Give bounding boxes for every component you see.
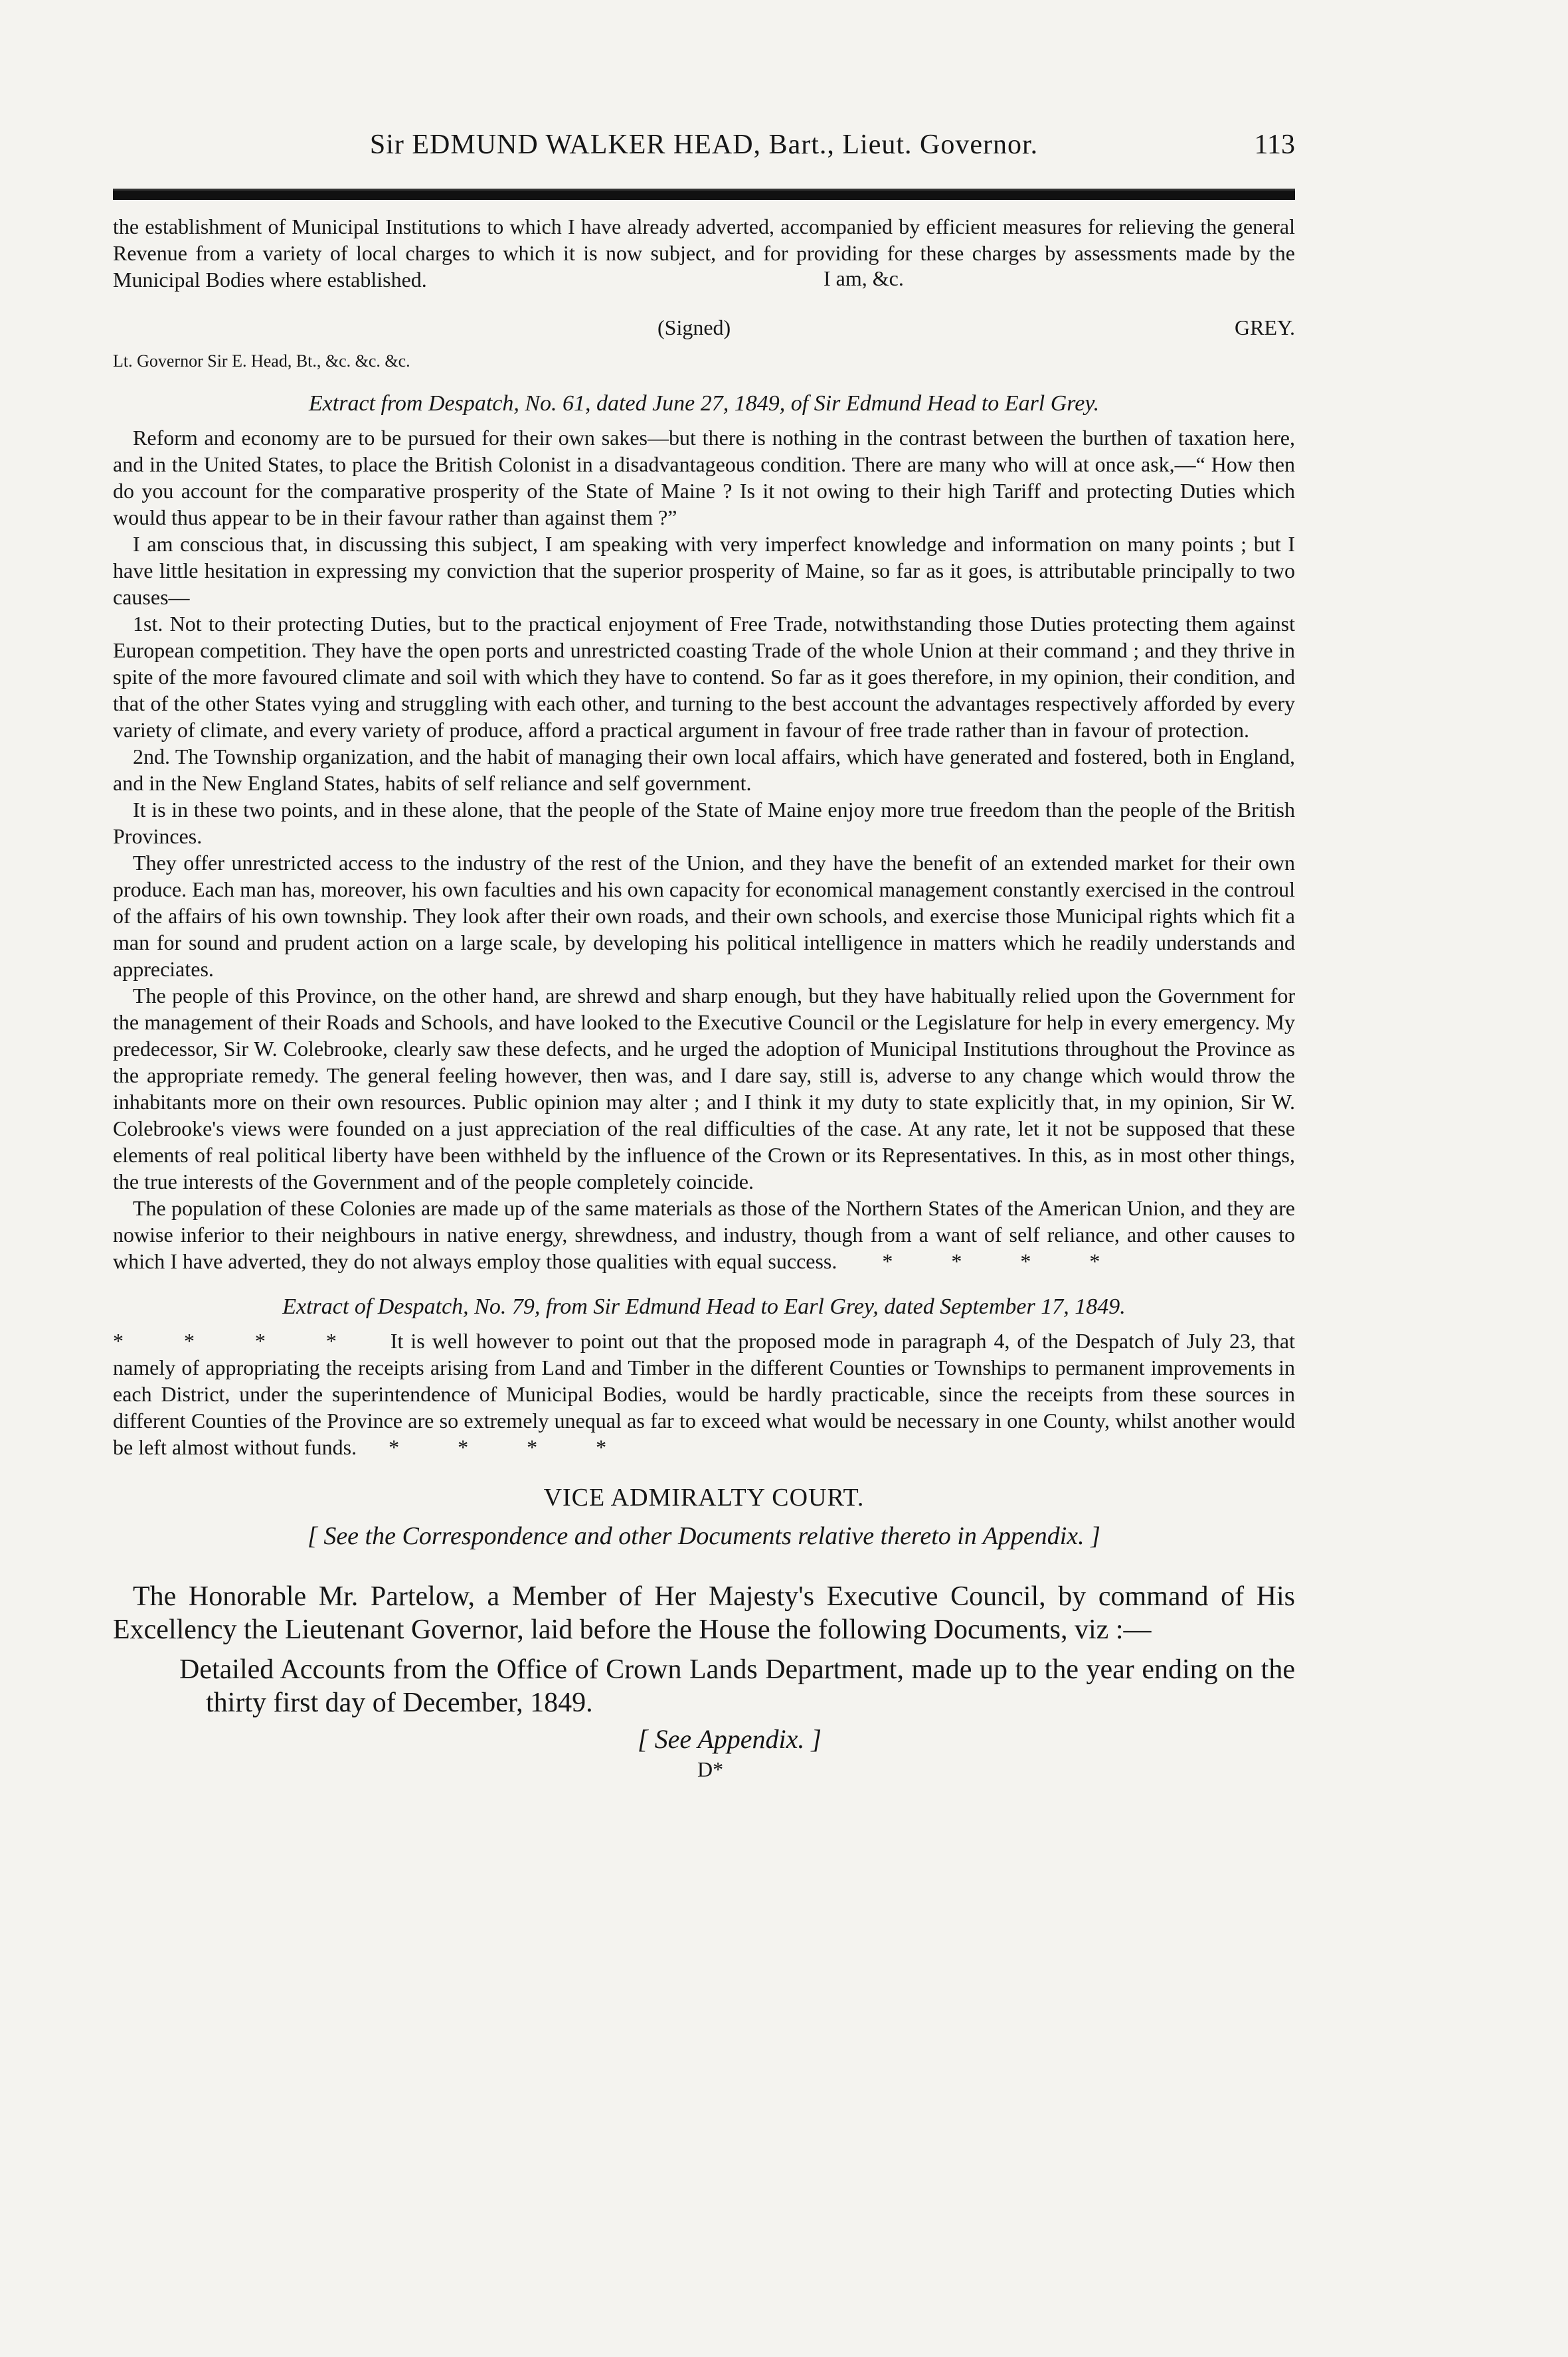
page-header: [113, 120, 1295, 179]
header-rule: [113, 189, 1295, 200]
minute-text: The Honorable Mr. Partelow, a Member of Her Majesty's Executive Council, by command of His Excellency the Lieutenant Governor, laid before the House the following Documents, viz :—: [113, 1581, 1295, 1645]
addressee: Lt. Governor Sir E. Head, Bt., &c. &c. &c.: [113, 351, 410, 371]
ellipsis-asterisks: * * * *: [389, 1435, 634, 1459]
paragraph: Reform and economy are to be pursued for their own sakes—but there is nothing in the contrast between the burthen of taxation here, and in the United States, to place the British Colonist in a disadvantageous condition. There are many who will at once ask,—“ How then do you account for the comparative prosperity of the State of Maine ? Is it not owing to their high Tariff and protecting Duties which would thus appear to be in their favour rather than against them ?”: [113, 426, 1295, 529]
signatory: GREY.: [1235, 315, 1295, 339]
extract-title: Extract from Despatch, No. 61, dated June 27, 1849, of Sir Edmund Head to Earl Grey.: [308, 391, 1100, 416]
paragraph-text: The population of these Colonies are made up of the same materials as those of the Northern States of the American Union, and they are nowise inferior to their neighbours in native energy, shrewdness, and industry, though from a want of self reliance, and other causes to which I have adverted, they do not always employ those qualities with equal success.: [113, 1196, 1295, 1273]
signature-mark: D*: [697, 1757, 724, 1781]
paragraph: The people of this Province, on the other hand, are shrewd and sharp enough, but they have habitually relied upon the Government for the management of their Roads and Schools, and have looked to the Executive Council or the Legislature for help in every emergency. My predecessor, Sir W. Colebrooke, clearly saw these defects, and he urged the adoption of Municipal Institutions throughout the Province as the appropriate remedy. The general feeling however, then was, and I dare say, still is, adverse to any change which would throw the inhabitants more on their own resources. Public opinion may alter ; and I think it my duty to state explicitly that, in my opinion, Sir W. Colebrooke's views were founded on a just appreciation of the real difficulties of the case. At any rate, let it not be supposed that these elements of real political liberty have been withheld by the influence of the Crown or its Representatives. In this, as in most other things, the true interests of the Government and of the people completely coincide.: [113, 984, 1295, 1193]
page-number: 113: [1254, 130, 1295, 160]
paragraph: 1st. Not to their protecting Duties, but to the practical enjoyment of Free Trade, notwithstanding those Duties protecting them against European competition. They have the open ports and unrestricted coasting Trade of the whole Union at their command ; and they thrive in spite of the more favoured climate and soil with which they have to contend. So far as it goes therefore, in my opinion, their condition, and that of the other States vying and struggling with each other, and turning to the best account the advantages respectively afforded by every variety of climate, and every variety of produce, afford a practical argument in favour of free trade rather than in favour of protection.: [113, 612, 1295, 742]
signature-row: [113, 315, 1295, 346]
vice-admiralty-section: [113, 1483, 1295, 1551]
document-item: Detailed Accounts from the Office of Crown Lands Department, made up to the year ending on the thirty first day of December, 1849.: [179, 1654, 1295, 1718]
signed-label: (Signed): [657, 315, 731, 339]
extract-despatch-79: [113, 1294, 1295, 1460]
paragraph: [113, 1195, 1295, 1274]
house-minute: [113, 1580, 1295, 1782]
running-head: Sir EDMUND WALKER HEAD, Bart., Lieut. Governor.: [369, 130, 1039, 160]
paragraph: 2nd. The Township organization, and the habit of managing their own local affairs, which have generated and fostered, both in England, and in the New England States, habits of self reliance and self government.: [113, 744, 1295, 795]
letter-body: the establishment of Municipal Institutions to which I have already adverted, accompanied by efficient measures for relieving the general Revenue from a variety of local charges to which it is now subject, and for providing for these charges by assessments made by the Municipal Bodies where established.: [113, 215, 1295, 292]
extract-despatch-61: [113, 391, 1295, 1274]
leading-asterisks: * * * *: [113, 1329, 363, 1353]
appendix-reference: [ See the Correspondence and other Documents relative thereto in Appendix. ]: [307, 1522, 1100, 1550]
paragraph: They offer unrestricted access to the industry of the rest of the Union, and they have the benefit of an extended market for their own produce. Each man has, moreover, his own faculties and his own capacity for economical management constantly exercised in the controul of the affairs of his own township. They look after their own roads, and their own schools, and exercise those Municipal rights which fit a man for sound and prudent action on a large scale, by developing his political intelligence in matters which he readily understands and appreciates.: [113, 851, 1295, 981]
paragraph: [113, 1328, 1295, 1460]
section-title: VICE ADMIRALTY COURT.: [543, 1484, 865, 1512]
document-page: [113, 120, 1295, 1782]
letter-closing: I am, &c.: [824, 266, 904, 290]
extract-title: Extract of Despatch, No. 79, from Sir Edmund Head to Earl Grey, dated September 17, 1849.: [282, 1294, 1126, 1319]
paragraph: It is in these two points, and in these alone, that the people of the State of Maine enjoy more true freedom than the people of the British Provinces.: [113, 798, 1295, 848]
appendix-reference: [ See Appendix. ]: [638, 1724, 822, 1754]
paragraph-text: It is well however to point out that the proposed mode in paragraph 4, of the Despatch of July 23, that namely of appropriating the receipts arising from Land and Timber in the different Counties or Townships to permanent improvements in each District, under the superintendence of Municipal Bodies, would be hardly practicable, since the receipts from these sources in different Counties of the Province are so extremely unequal as far to exceed what would be necessary in one County, whilst another would be left almost without funds.: [113, 1329, 1296, 1459]
letter-conclusion: [113, 213, 1295, 371]
ellipsis-asterisks: * * * *: [882, 1249, 1127, 1273]
paragraph: I am conscious that, in discussing this subject, I am speaking with very imperfect knowledge and information on many points ; but I have little hesitation in expressing my conviction that the superior prosperity of Maine, so far as it goes, is attributable principally to two causes—: [113, 532, 1295, 609]
